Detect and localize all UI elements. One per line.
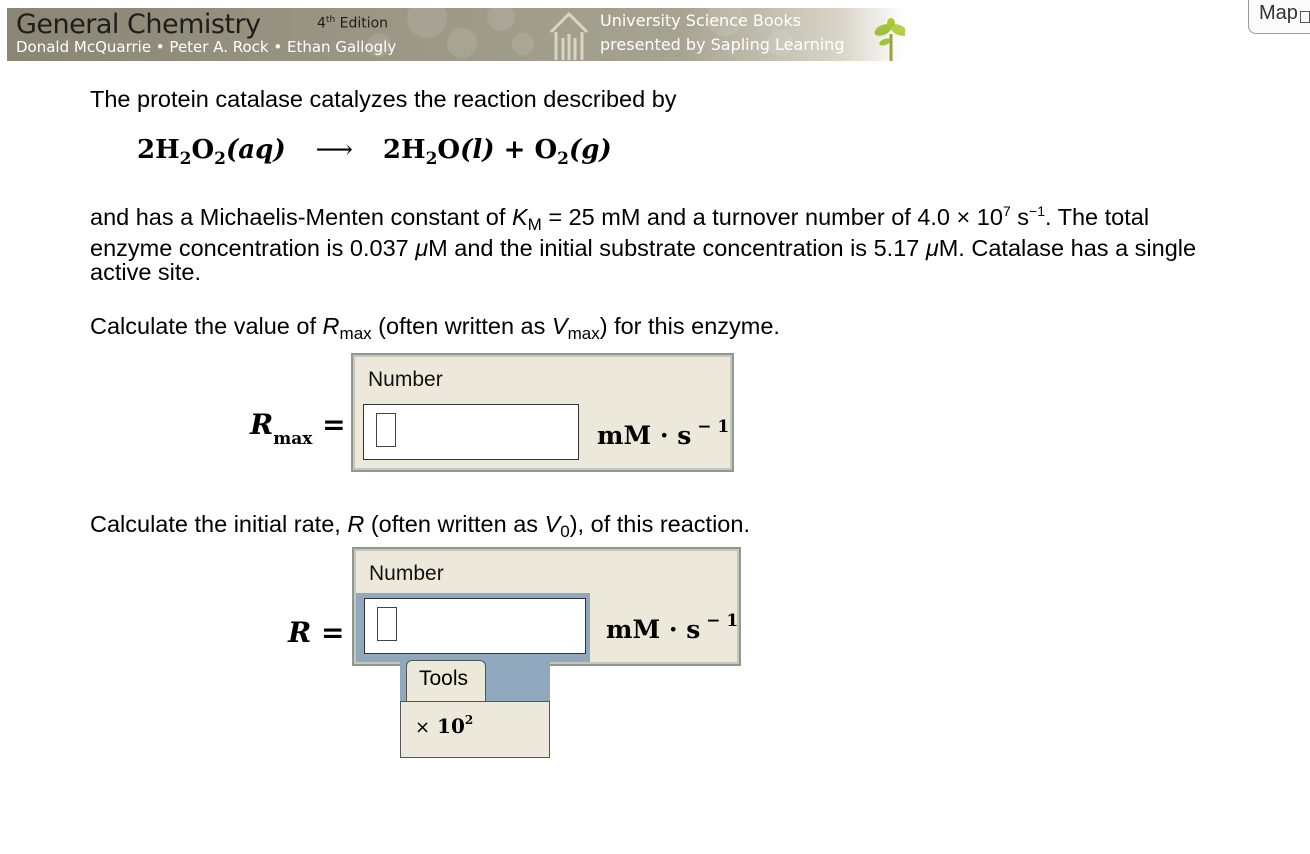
rmax-label: $R_{max}$ = — [250, 408, 346, 449]
tools-tab[interactable]: Tools — [406, 660, 486, 702]
question-paragraph-line2: enzyme concentration is 0.037 μM and the initial substrate concentration is 5.17 μM. Catalase has a single — [90, 235, 1197, 261]
rmax-number-input[interactable] — [363, 404, 579, 460]
reaction-equation: $2H_2O_2(aq)$ ⟶ $2H_2O(l) + O_2(g)$ — [137, 135, 612, 169]
sapling-learning-sprout-icon — [873, 18, 905, 61]
times-ten-power-button[interactable]: × $10^2$ — [415, 713, 474, 738]
answer-box-label: Number — [368, 368, 443, 391]
r-label: R = — [288, 616, 345, 649]
answer-box-rmax — [351, 353, 734, 472]
book-header-banner — [7, 8, 905, 61]
initial-rate-number-input[interactable] — [364, 598, 586, 654]
expand-icon — [1300, 11, 1310, 23]
initial-rate-units: mM · s $^{- 1}$ — [606, 611, 739, 644]
input-placeholder-box — [376, 413, 396, 447]
publisher-name: University Science Books — [600, 11, 802, 30]
tools-panel — [400, 701, 550, 758]
answer-box-initial-rate — [352, 547, 741, 666]
input-placeholder-box — [377, 607, 397, 641]
rmax-units: mM · s $^{- 1}$ — [597, 417, 730, 450]
question-intro: The protein catalase catalyzes the reaction described by — [90, 86, 677, 112]
question-paragraph-line3: active site. — [90, 259, 202, 285]
question-paragraph-line1: and has a Michaelis-Menten constant of $K_M = 25$ mM and a turnover number of $4.0 \times 10^7$ $s^{-1}$. The total — [90, 203, 1150, 234]
answer-box-label: Number — [369, 562, 444, 585]
question-part2-prompt: Calculate the initial rate, R (often written as $V_0$), of this reaction. — [90, 511, 750, 541]
university-science-books-logo-icon — [547, 8, 591, 61]
map-button[interactable]: Map — [1248, 0, 1310, 34]
book-edition: 4th Edition — [317, 15, 389, 32]
question-part1-prompt: Calculate the value of $R_{max}$ (often written as $V_{max}$) for this enzyme. — [90, 313, 780, 343]
book-title: General Chemistry — [16, 9, 261, 40]
publisher-partner: presented by Sapling Learning — [600, 35, 845, 54]
book-authors: Donald McQuarrie • Peter A. Rock • Ethan Gallogly — [16, 38, 397, 56]
